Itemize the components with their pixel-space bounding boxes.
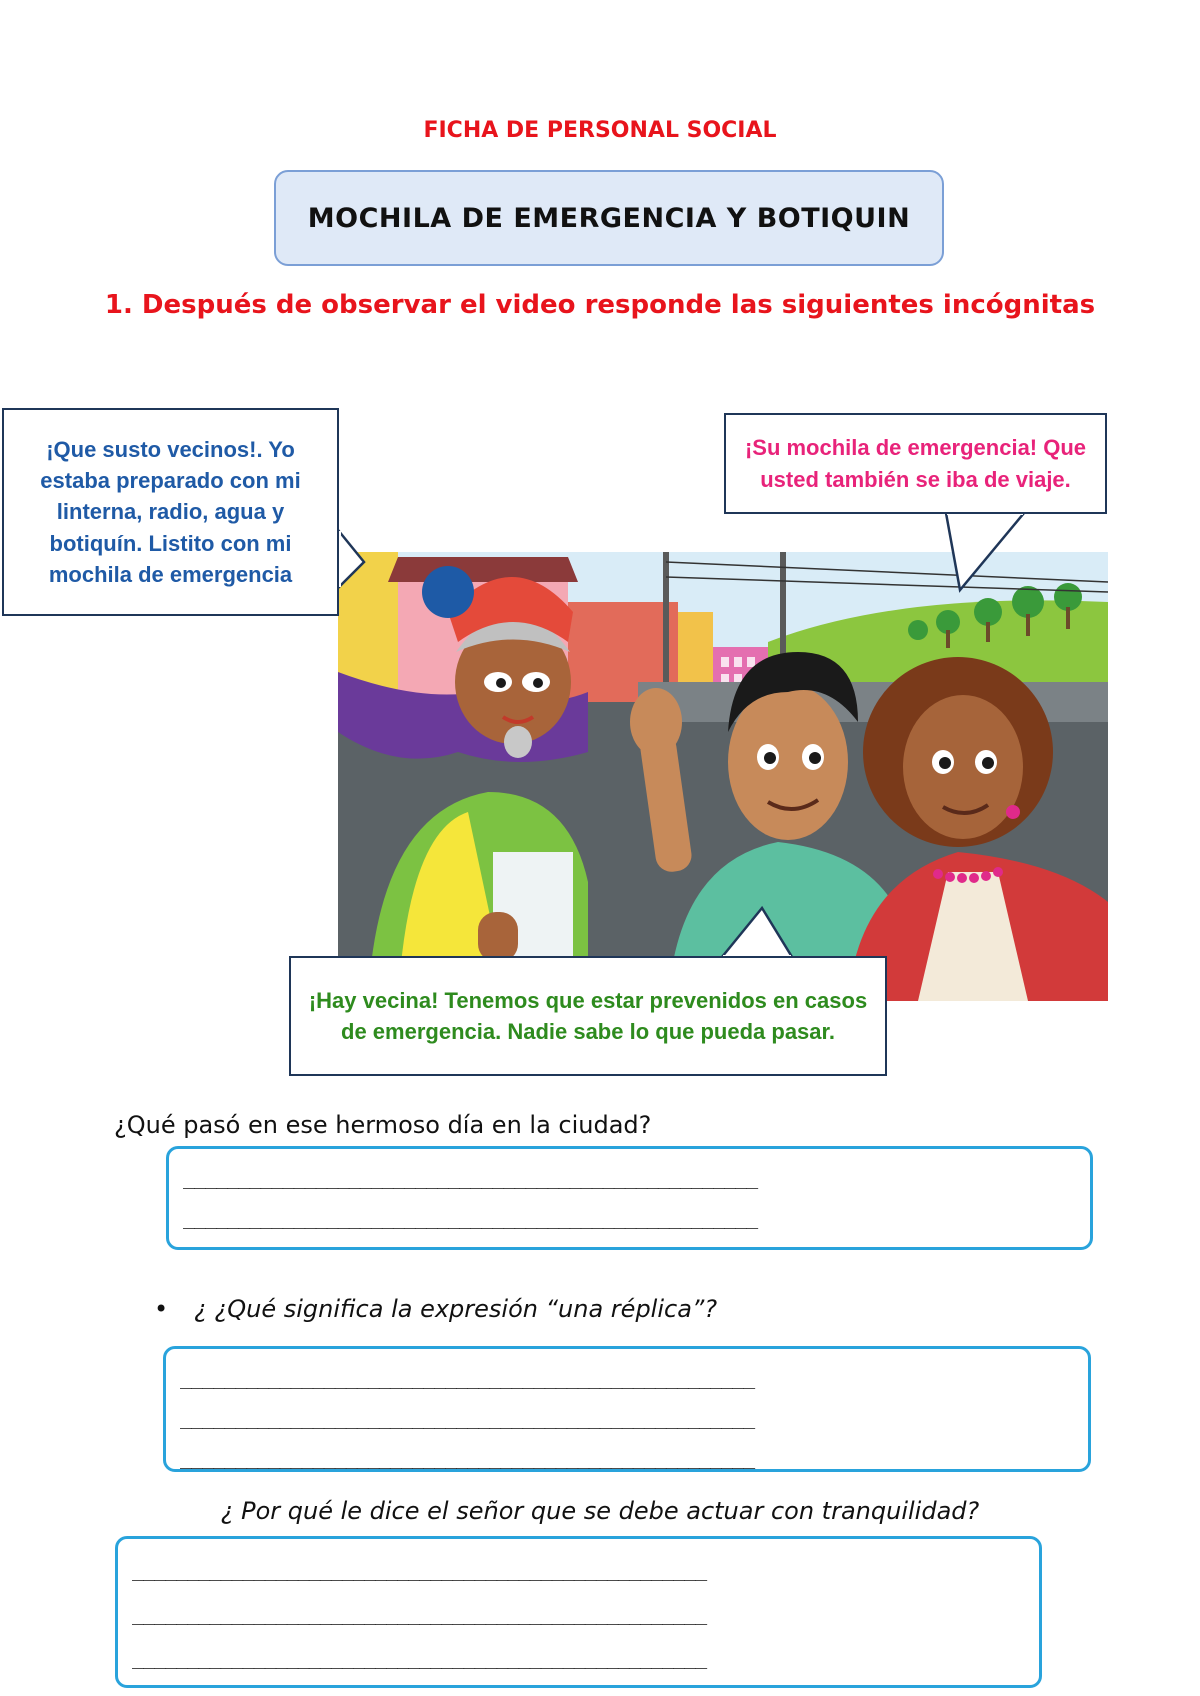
bullet-icon: • [154,1295,169,1323]
sheet-label: FICHA DE PERSONAL SOCIAL [423,118,777,143]
title-box [274,170,944,266]
answer-line[interactable]: ____________________________________________________ [180,1405,755,1429]
answer-line[interactable]: ____________________________________________________ [180,1445,755,1469]
answer-line[interactable]: ____________________________________________________ [183,1165,758,1189]
instruction-heading: 1. Después de observar el video responde las siguientes incógnitas [104,290,1096,320]
answer-line[interactable]: ____________________________________________________ [132,1557,707,1581]
speech-bubble-young-man: ¡Hay vecina! Tenemos que estar prevenidos en casos de emergencia. Nadie sabe lo que pueda pasar. [289,956,887,1076]
answer-box-2[interactable] [163,1346,1091,1472]
answer-line[interactable]: ____________________________________________________ [132,1645,707,1669]
question-2 [154,1295,717,1323]
answer-line[interactable]: ____________________________________________________ [183,1205,758,1229]
question-1: ¿Qué pasó en ese hermoso día en la ciudad? [114,1111,652,1139]
answer-line[interactable]: ____________________________________________________ [132,1601,707,1625]
speech-bubble-old-man: ¡Que susto vecinos!. Yo estaba preparado con mi linterna, radio, agua y botiquín. Listito con mi mochila de emergencia [2,408,339,616]
scene-drawing [338,552,1108,1001]
question-2-text: ¿ ¿Qué significa la expresión “una réplica”? [194,1295,718,1323]
question-3: ¿ Por qué le dice el señor que se debe actuar con tranquilidad? [220,1497,980,1525]
illustration-neighbors [338,552,1108,1001]
answer-line[interactable]: ____________________________________________________ [180,1365,755,1389]
answer-box-1[interactable] [166,1146,1093,1250]
answer-box-3[interactable] [115,1536,1042,1688]
speech-bubble-woman: ¡Su mochila de emergencia! Que usted también se iba de viaje. [724,413,1107,514]
worksheet-title: MOCHILA DE EMERGENCIA Y BOTIQUIN [307,202,911,234]
